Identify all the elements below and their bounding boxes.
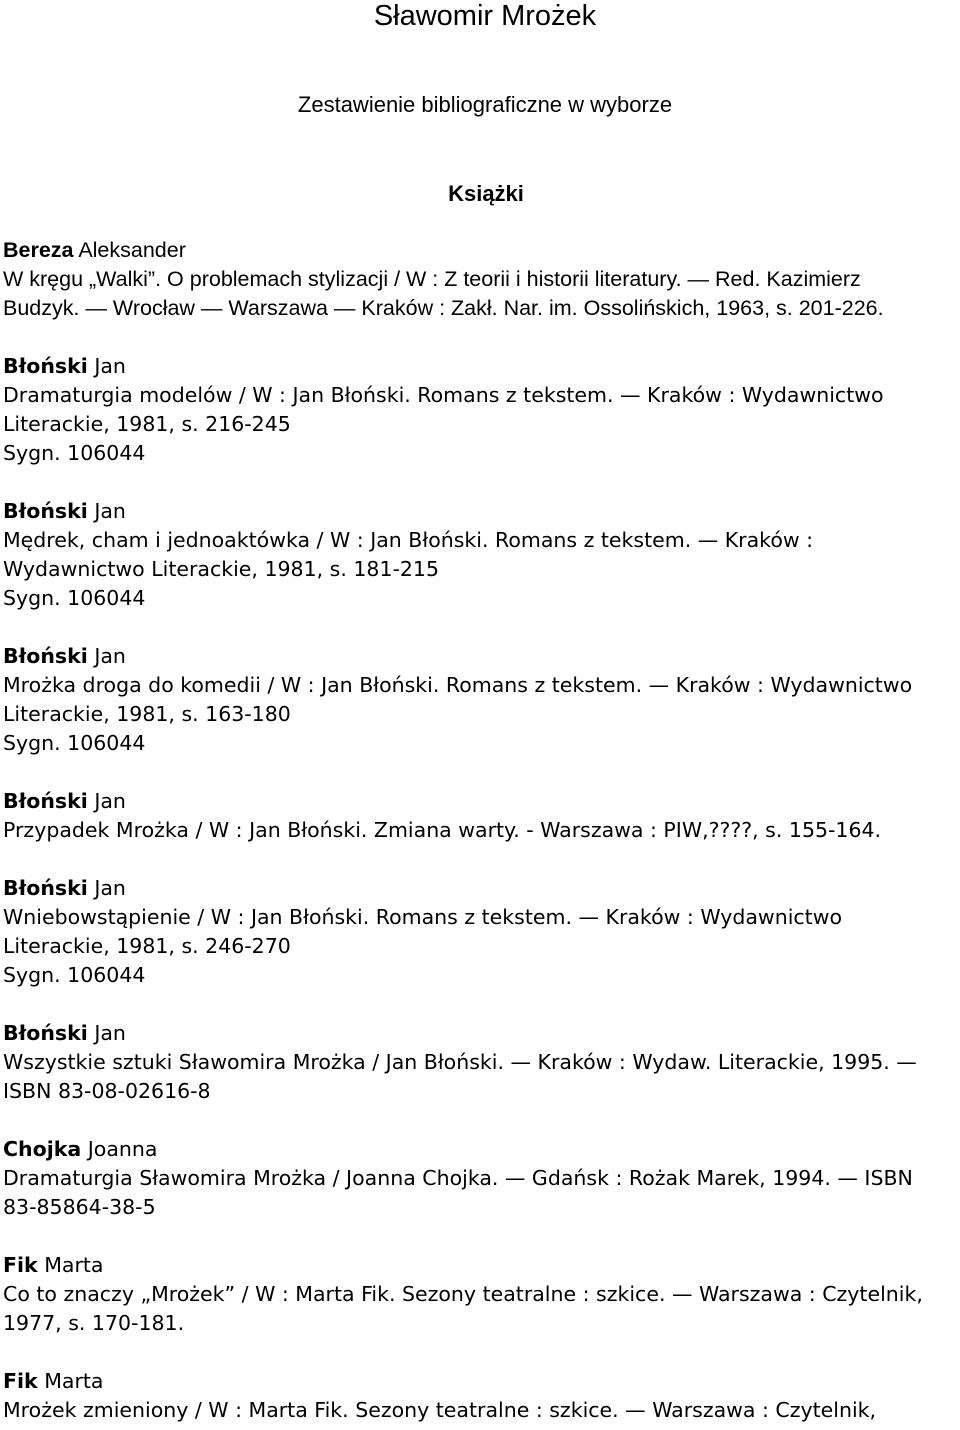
description-line: Wniebowstąpienie / W : Jan Błoński. Romans z tekstem. — Kraków : Wydawnictwo (3, 905, 843, 929)
document-title: Sławomir Mrożek (373, 0, 597, 32)
entry-author (3, 236, 958, 265)
author-firstname: Jan (94, 644, 126, 668)
description-line: Co to znaczy „Mrożek” / W : Marta Fik. Sezony teatralne : szkice. — Warszawa : Czytelnik, (3, 1282, 923, 1306)
entry-description (3, 526, 958, 613)
description-line: Mrożek zmieniony / W : Marta Fik. Sezony teatralne : szkice. — Warszawa : Czytelnik, (3, 1398, 877, 1422)
description-line: Literackie, 1981, s. 216-245 (3, 412, 291, 436)
description-line: W kręgu „Walki”. O problemach stylizacji / W : Z teorii i historii literatury. — Red. Kazimierz (3, 267, 861, 291)
author-firstname: Jan (94, 789, 126, 813)
bibliography-entry (3, 236, 958, 323)
description-line: Dramaturgia Sławomira Mrożka / Joanna Chojka. — Gdańsk : Rożak Marek, 1994. — ISBN (3, 1166, 913, 1190)
entry-description (3, 1048, 958, 1106)
author-surname: Bereza (3, 238, 74, 262)
description-line: Przypadek Mrożka / W : Jan Błoński. Zmiana warty. - Warszawa : PIW,????, s. 155-164. (3, 818, 882, 842)
bibliography-entry (3, 352, 958, 468)
author-firstname: Jan (94, 499, 126, 523)
description-line: Dramaturgia modelów / W : Jan Błoński. Romans z tekstem. — Kraków : Wydawnictwo (3, 383, 884, 407)
author-firstname: Jan (94, 876, 126, 900)
bibliography-entry (3, 874, 958, 990)
description-line: ISBN 83-08-02616-8 (3, 1079, 211, 1103)
author-firstname: Marta (44, 1253, 104, 1277)
description-line: 83-85864-38-5 (3, 1195, 156, 1219)
author-surname: Chojka (3, 1137, 82, 1161)
entry-description (3, 265, 958, 323)
description-line: 1977, s. 170-181. (3, 1311, 185, 1335)
author-firstname: Aleksander (78, 238, 186, 262)
bibliography-entry (3, 642, 958, 758)
description-line: Budzyk. — Wrocław — Warszawa — Kraków : Zakł. Nar. im. Ossolińskich, 1963, s. 201-226. (3, 296, 884, 320)
description-line: Mędrek, cham i jednoaktówka / W : Jan Błoński. Romans z tekstem. — Kraków : (3, 528, 814, 552)
call-number: Sygn. 106044 (3, 441, 146, 465)
author-surname: Błoński (3, 876, 88, 900)
bibliography-list (3, 236, 958, 1430)
bibliography-entry (3, 1135, 958, 1222)
entry-author (3, 874, 958, 903)
entry-description (3, 671, 958, 758)
bibliography-entry (3, 1251, 958, 1338)
entry-description (3, 1396, 958, 1425)
entry-description (3, 816, 958, 845)
entry-description (3, 1280, 958, 1338)
author-surname: Błoński (3, 789, 88, 813)
entry-author (3, 1251, 958, 1280)
entry-description (3, 381, 958, 468)
author-surname: Błoński (3, 499, 88, 523)
entry-author (3, 1367, 958, 1396)
bibliography-entry (3, 787, 958, 845)
author-firstname: Marta (44, 1369, 104, 1393)
section-heading-books: Książki (448, 181, 524, 206)
bibliography-entry (3, 1019, 958, 1106)
description-line: Wydawnictwo Literackie, 1981, s. 181-215 (3, 557, 440, 581)
author-firstname: Jan (94, 1021, 126, 1045)
description-line: Mrożka droga do komedii / W : Jan Błoński. Romans z tekstem. — Kraków : Wydawnictwo (3, 673, 913, 697)
entry-description (3, 903, 958, 990)
entry-description (3, 1164, 958, 1222)
call-number: Sygn. 106044 (3, 731, 146, 755)
description-line: Wszystkie sztuki Sławomira Mrożka / Jan Błoński. — Kraków : Wydaw. Literackie, 1995. — (3, 1050, 917, 1074)
entry-author (3, 1135, 958, 1164)
bibliography-entry (3, 1367, 958, 1425)
entry-author (3, 787, 958, 816)
author-firstname: Jan (94, 354, 126, 378)
author-surname: Błoński (3, 1021, 88, 1045)
author-surname: Błoński (3, 354, 88, 378)
entry-author (3, 352, 958, 381)
entry-author (3, 1019, 958, 1048)
author-firstname: Joanna (87, 1137, 158, 1161)
author-surname: Fik (3, 1253, 38, 1277)
document-subtitle: Zestawienie bibliograficzne w wyborze (297, 92, 673, 117)
call-number: Sygn. 106044 (3, 586, 146, 610)
description-line: Literackie, 1981, s. 246-270 (3, 934, 291, 958)
call-number: Sygn. 106044 (3, 963, 146, 987)
author-surname: Fik (3, 1369, 38, 1393)
bibliography-entry (3, 497, 958, 613)
entry-author (3, 642, 958, 671)
author-surname: Błoński (3, 644, 88, 668)
description-line: Literackie, 1981, s. 163-180 (3, 702, 291, 726)
entry-author (3, 497, 958, 526)
